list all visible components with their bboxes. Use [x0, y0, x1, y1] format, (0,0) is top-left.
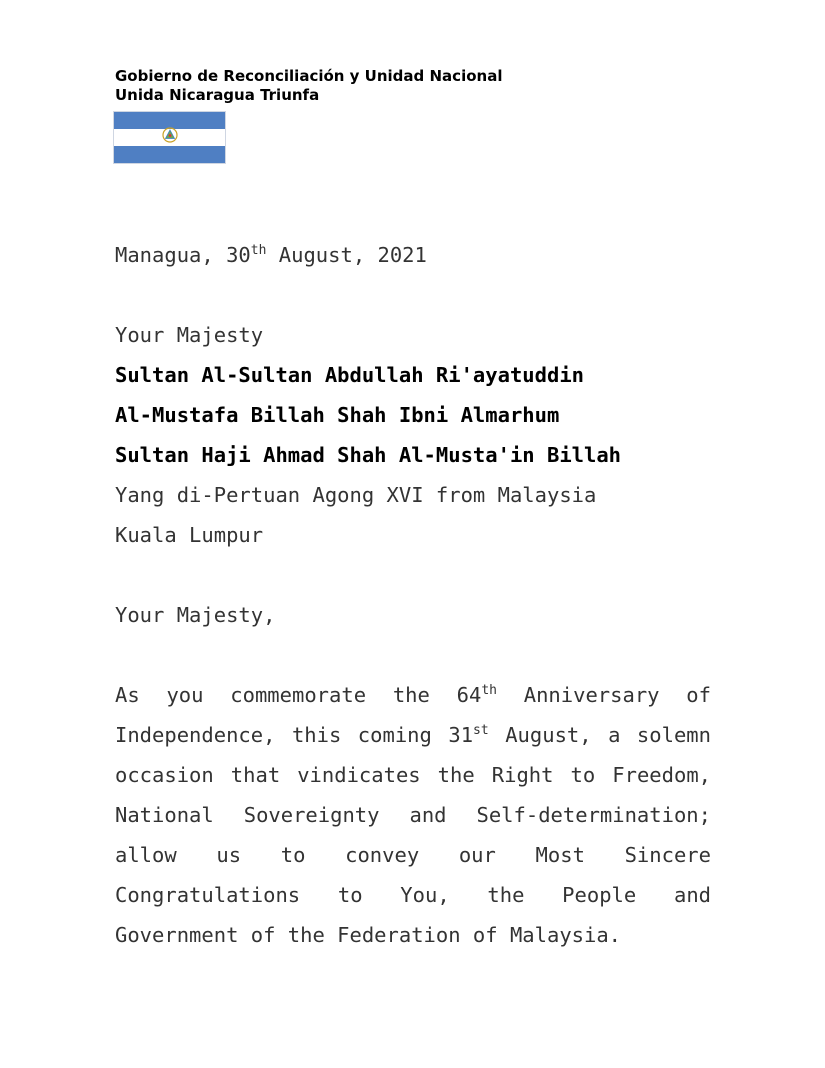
letter-body — [115, 235, 711, 955]
addressee-city: Kuala Lumpur — [115, 523, 264, 547]
coat-of-arms-icon — [162, 127, 178, 143]
addressee-name-line-2: Al-Mustafa Billah Shah Ibni Almarhum — [115, 403, 560, 427]
addressee-salutation: Your Majesty — [115, 323, 264, 347]
letter-greeting: Your Majesty, — [115, 603, 276, 627]
letterhead — [115, 67, 502, 105]
letter-date: Managua, 30th August, 2021 — [115, 243, 427, 267]
nicaragua-flag-icon — [114, 112, 225, 163]
addressee-name-line-3: Sultan Haji Ahmad Shah Al-Musta'in Billah — [115, 443, 622, 467]
letter-paragraph: As you commemorate the 64th Anniversary of Independence, this coming 31st August, a solemn occasion that vindicates the Right to Freedom, National Sovereignty and Self-determination; allow us to convey our Most Sincere Congratulations to You, the People and Government of the Federation of Malaysia. — [115, 683, 711, 947]
letterhead-government-name: Gobierno de Reconciliación y Unidad Nacional — [115, 67, 503, 85]
addressee-title: Yang di-Pertuan Agong XVI from Malaysia — [115, 483, 597, 507]
flag-stripe-bottom — [114, 146, 225, 163]
letterhead-motto: Unida Nicaragua Triunfa — [115, 86, 320, 104]
addressee-name-line-1: Sultan Al-Sultan Abdullah Ri'ayatuddin — [115, 363, 584, 387]
flag-stripe-middle — [114, 129, 225, 146]
